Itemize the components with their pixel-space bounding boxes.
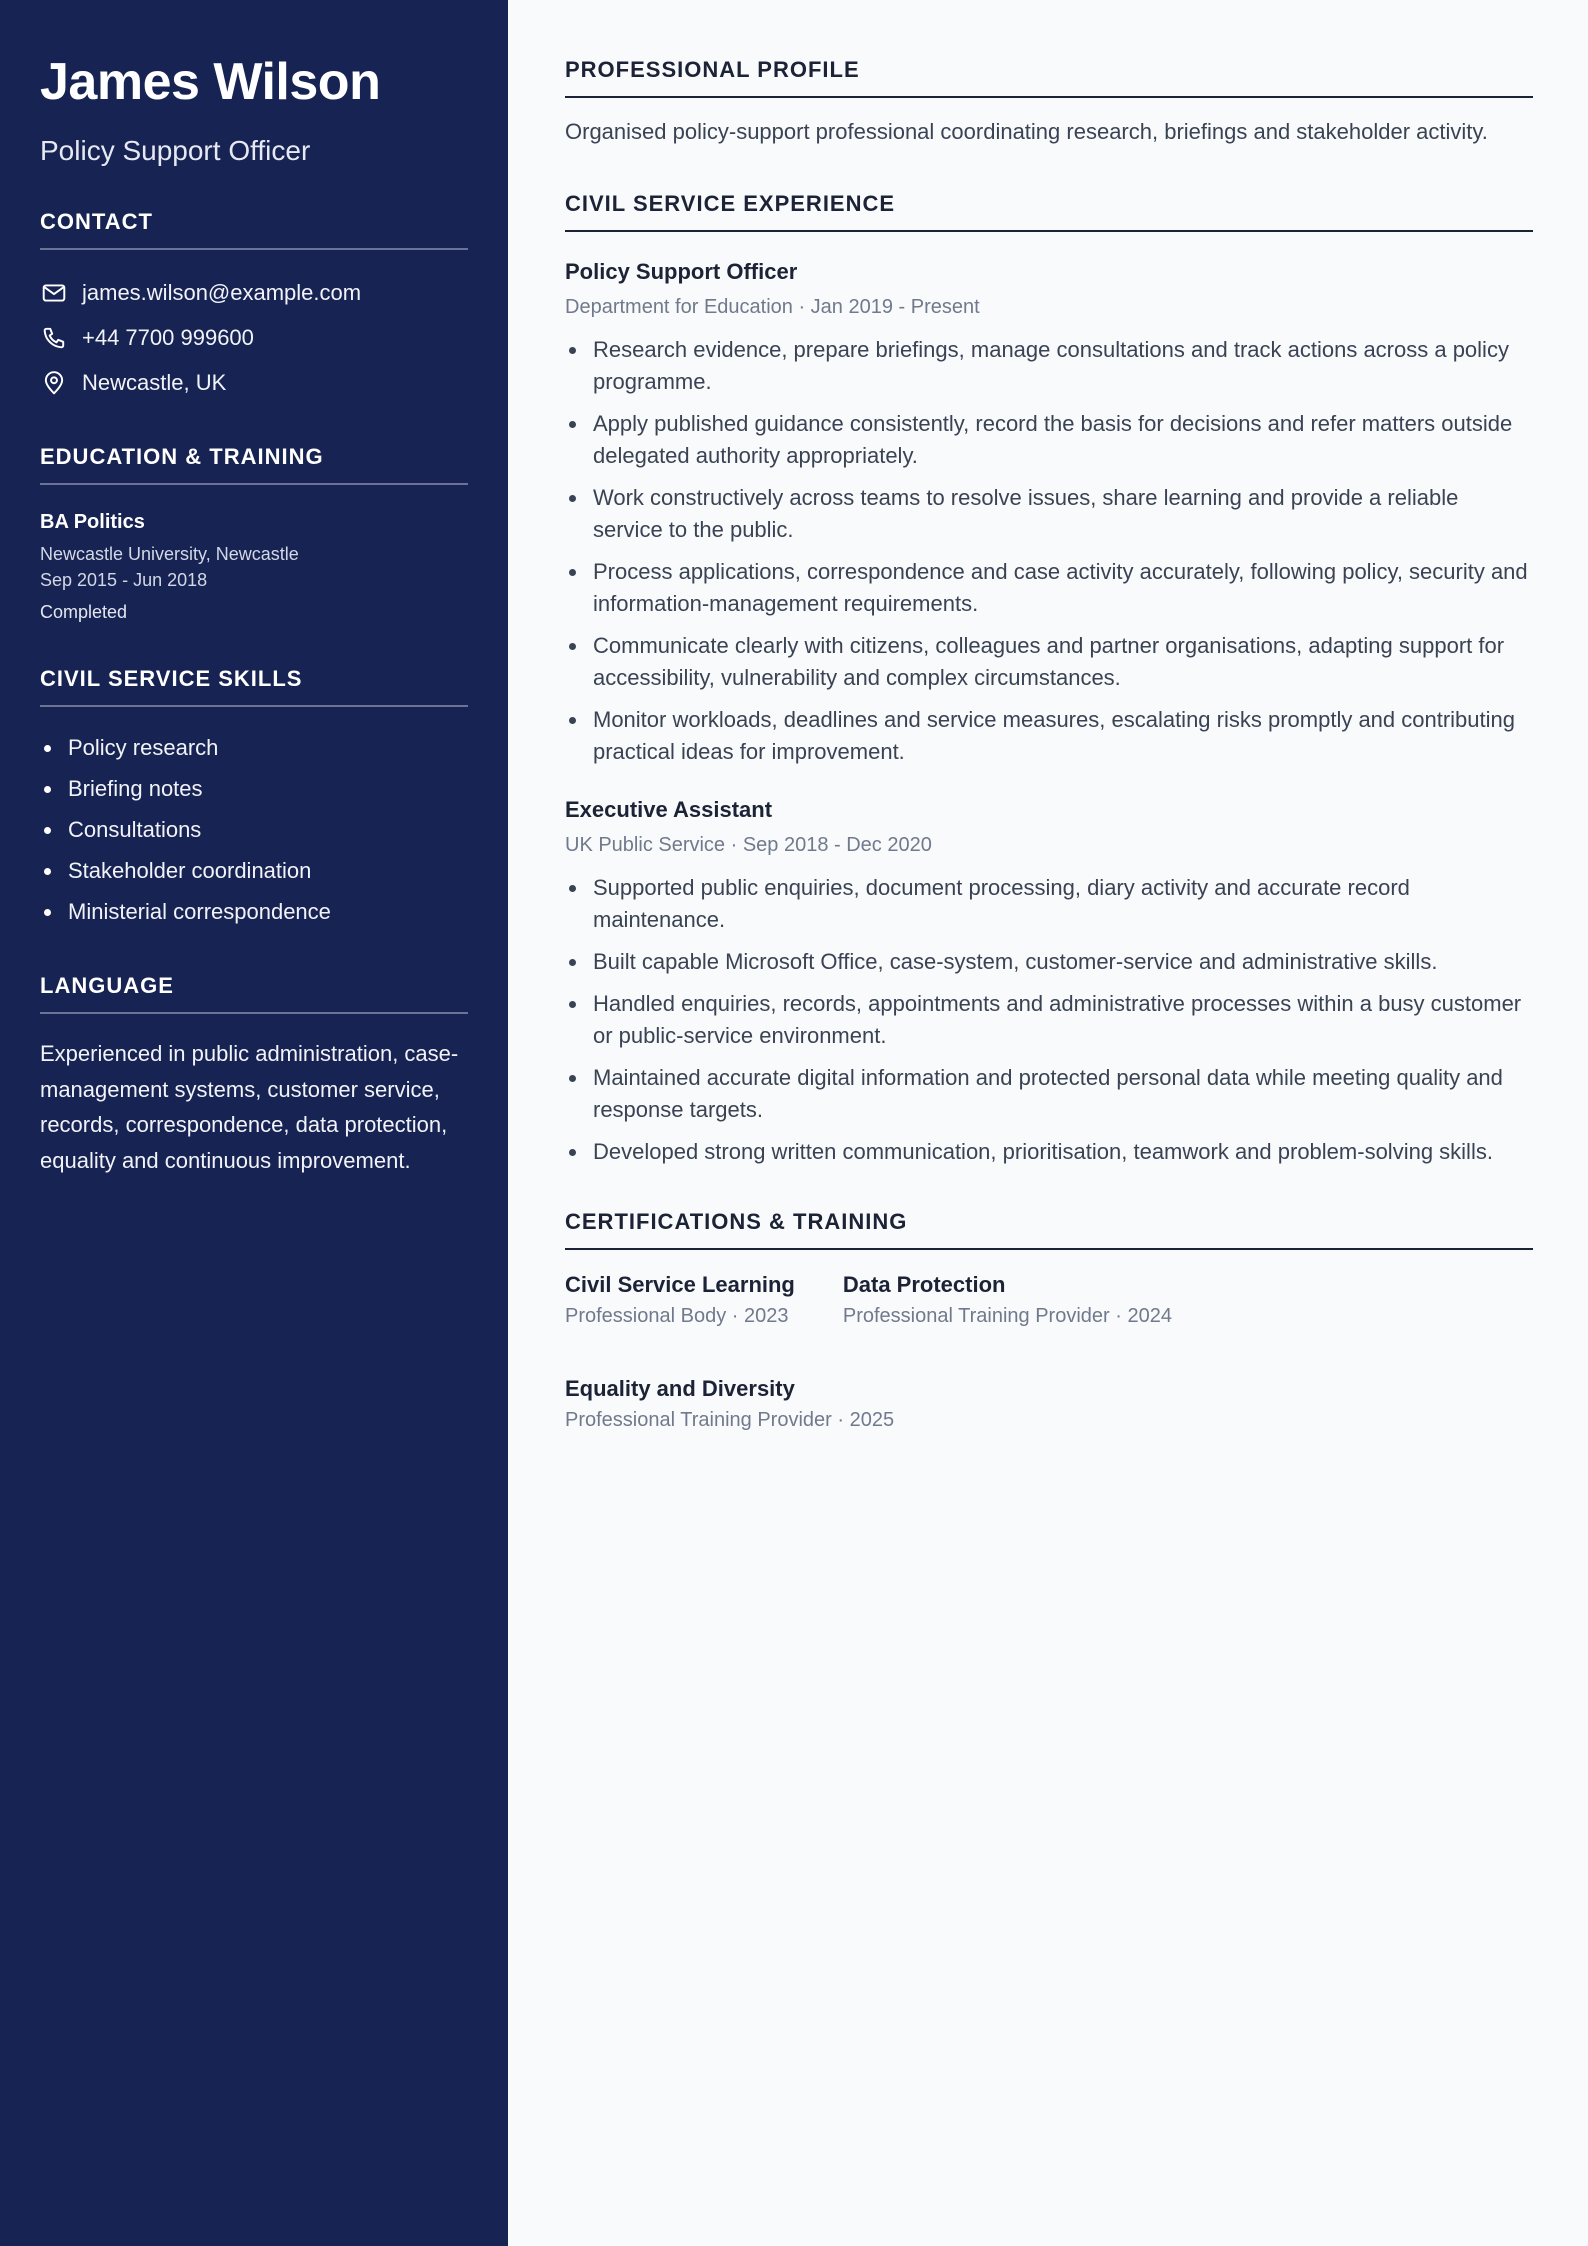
job-bullet: Work constructively across teams to resolve issues, share learning and provide a reliable service to the public. [565,482,1533,546]
job-bullet: Developed strong written communication, prioritisation, teamwork and problem-solving skills. [565,1136,1533,1168]
main-content [565,56,1533,1434]
mail-icon [40,279,68,307]
certifications-list [565,1270,1533,1434]
job-title: Policy Support Officer [565,259,798,284]
person-name: James Wilson [40,53,381,111]
certification-item [843,1270,1172,1330]
experience-heading: CIVIL SERVICE EXPERIENCE [565,190,1533,232]
skill-item: Policy research [40,727,468,768]
certification-item [565,1270,795,1330]
job-bullet: Process applications, correspondence and case activity accurately, following policy, security and information-management requirements. [565,556,1533,620]
education-status: Completed [40,602,128,622]
job-title: Executive Assistant [565,797,773,822]
phone-icon [40,324,68,352]
job-bullet: Maintained accurate digital information and protected personal data while meeting quality and response targets. [565,1062,1533,1126]
profile-heading: PROFESSIONAL PROFILE [565,56,1533,98]
contact-phone[interactable] [40,315,468,360]
sidebar [0,0,508,2246]
job-bullet: Supported public enquiries, document processing, diary activity and accurate record maintenance. [565,872,1533,936]
certification-meta: Professional Training Provider · 2024 [842,1305,1172,1327]
job-bullet: Monitor workloads, deadlines and service measures, escalating risks promptly and contributing practical ideas for improvement. [565,704,1533,768]
location-pin-icon [40,369,68,397]
certification-name: Equality and Diversity [565,1376,795,1401]
contact-location-text: Newcastle, UK [82,369,227,395]
job-entry [565,258,1533,768]
job-bullet: Research evidence, prepare briefings, manage consultations and track actions across a policy programme. [565,334,1533,398]
certification-meta: Professional Body · 2023 [565,1305,789,1327]
contact-email[interactable] [40,270,468,315]
contact-phone-text: +44 7700 999600 [82,324,254,350]
job-bullet: Handled enquiries, records, appointments and administrative processes within a busy customer or public-service environment. [565,988,1533,1052]
contact-location [40,360,468,405]
certification-meta: Professional Training Provider · 2025 [565,1409,895,1431]
job-bullet: Built capable Microsoft Office, case-system, customer-service and administrative skills. [565,946,1533,978]
contact-list [40,270,468,405]
skills-list [40,727,468,932]
skill-item: Stakeholder coordination [40,850,468,891]
language-text: Experienced in public administration, case-management systems, customer service, records, correspondence, data protection, equality and continuous improvement. [40,1041,459,1173]
job-bullets [565,872,1533,1168]
skills-heading: CIVIL SERVICE SKILLS [40,665,468,707]
certification-name: Civil Service Learning [565,1272,795,1297]
language-heading: LANGUAGE [40,972,468,1014]
contact-email-text: james.wilson@example.com [82,279,362,305]
certification-item [565,1374,894,1434]
education-institution: Newcastle University, Newcastle [40,544,299,564]
job-entry [565,796,1533,1168]
job-bullets [565,334,1533,768]
contact-heading: CONTACT [40,208,468,250]
skill-item: Briefing notes [40,768,468,809]
job-meta: UK Public Service · Sep 2018 - Dec 2020 [565,834,932,856]
education-heading: EDUCATION & TRAINING [40,443,468,485]
job-meta: Department for Education · Jan 2019 - Present [565,296,980,318]
certifications-heading: CERTIFICATIONS & TRAINING [565,1208,1533,1250]
skill-item: Consultations [40,809,468,850]
education-degree: BA Politics [40,511,145,533]
job-bullet: Communicate clearly with citizens, colleagues and partner organisations, adapting support for accessibility, vulnerability and complex circumstances. [565,630,1533,694]
certification-name: Data Protection [842,1272,1006,1297]
skill-item: Ministerial correspondence [40,891,468,932]
person-title: Policy Support Officer [40,135,311,166]
profile-text: Organised policy-support professional coordinating research, briefings and stakeholder activity. [565,119,1488,144]
education-dates: Sep 2015 - Jun 2018 [40,570,208,590]
job-bullet: Apply published guidance consistently, record the basis for decisions and refer matters outside delegated authority appropriately. [565,408,1533,472]
